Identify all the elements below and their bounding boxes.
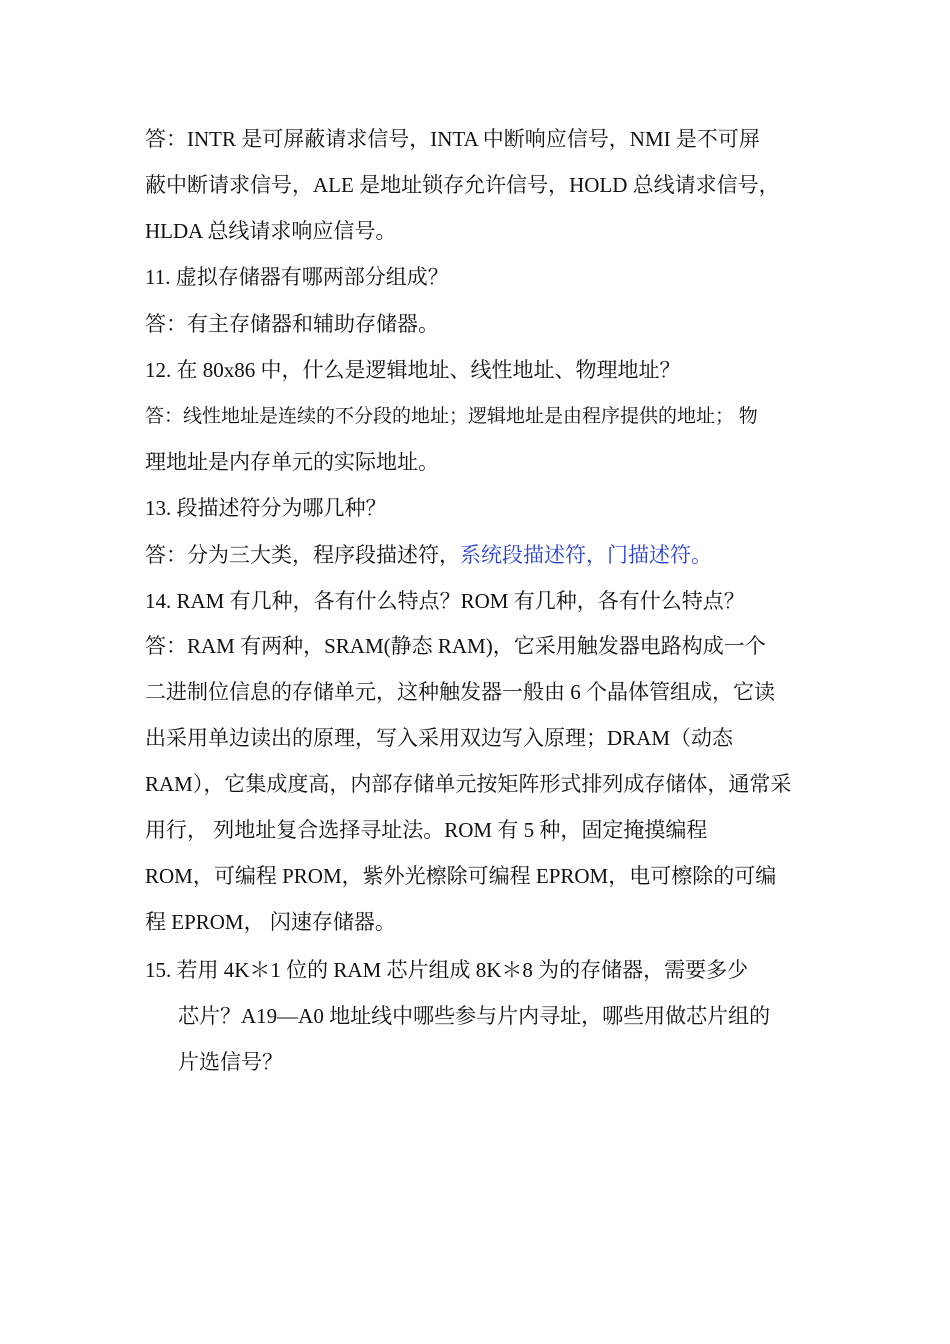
question-15-line-3: 片选信号？	[178, 1050, 283, 1074]
answer-12-line-2: 理地址是内存单元的实际地址。	[145, 450, 439, 474]
question-12: 12. 在 80x86 中，什么是逻辑地址、线性地址、物理地址？	[145, 358, 681, 382]
answer-14-line-2: 二进制位信息的存储单元，这种触发器一般由 6 个晶体管组成，它读	[145, 680, 775, 704]
question-11: 11. 虚拟存储器有哪两部分组成？	[145, 265, 449, 289]
answer-14-line-1: 答：RAM 有两种，SRAM(静态 RAM)，它采用触发器电路构成一个	[145, 634, 766, 658]
question-14: 14. RAM 有几种，各有什么特点？ROM 有几种，各有什么特点？	[145, 589, 745, 613]
answer-10-line-3: HLDA 总线请求响应信号。	[145, 219, 397, 243]
answer-12-line-1: 答：线性地址是连续的不分段的地址；逻辑地址是由程序提供的地址； 物	[145, 406, 758, 427]
answer-11: 答：有主存储器和辅助存储器。	[145, 312, 439, 336]
answer-13-part-2-highlight: 系统段描述符，门描述符。	[460, 543, 712, 567]
question-15-line-1: 15. 若用 4K＊1 位的 RAM 芯片组成 8K＊8 为的存储器，需要多少	[145, 958, 749, 982]
answer-14-line-3: 出采用单边读出的原理，写入采用双边写入原理；DRAM（动态	[145, 726, 734, 750]
question-13: 13. 段描述符分为哪几种？	[145, 496, 387, 520]
answer-14-line-5: 用行， 列地址复合选择寻址法。ROM 有 5 种，固定掩摸编程	[145, 818, 708, 842]
question-15-line-2: 芯片？A19—A0 地址线中哪些参与片内寻址，哪些用做芯片组的	[178, 1004, 771, 1028]
answer-14-line-6: ROM，可编程 PROM，紫外光檫除可编程 EPROM，电可檫除的可编	[145, 864, 777, 888]
answer-13-part-1: 答：分为三大类，程序段描述符，	[145, 543, 460, 567]
answer-14-line-7: 程 EPROM， 闪速存储器。	[145, 910, 396, 934]
answer-14-line-4: RAM），它集成度高，内部存储单元按矩阵形式排列成存储体，通常采	[145, 772, 792, 796]
answer-10-line-1: 答：INTR 是可屏蔽请求信号，INTA 中断响应信号，NMI 是不可屏	[145, 127, 760, 151]
answer-10-line-2: 蔽中断请求信号，ALE 是地址锁存允许信号，HOLD 总线请求信号，	[145, 173, 780, 197]
answer-13	[145, 541, 712, 569]
